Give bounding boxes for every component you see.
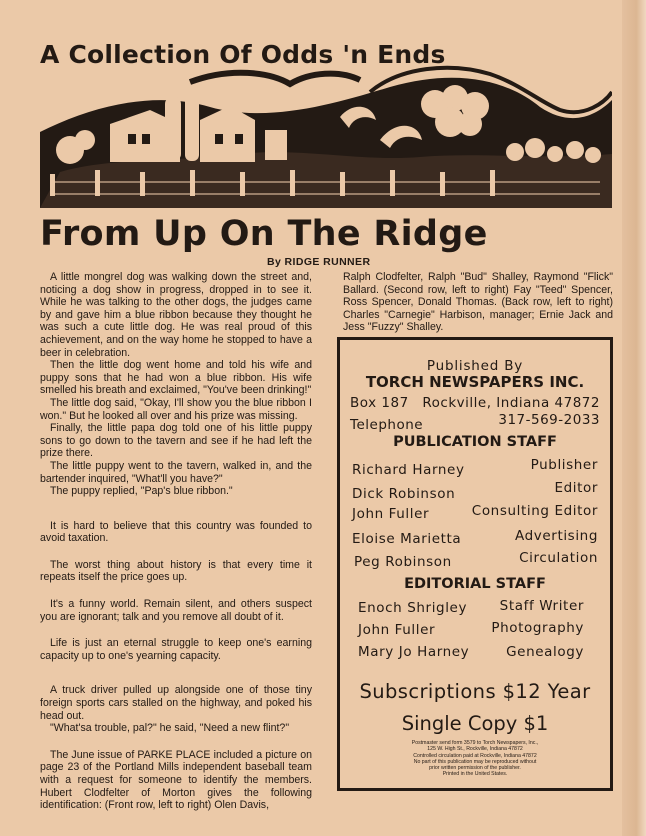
paragraph: The little puppy went to the tavern, walked in, and the bartender inquired, "What'll you have?" — [40, 459, 312, 485]
paragraph: It is hard to believe that this country was founded to avoid taxation. — [40, 519, 312, 545]
staff-role: Circulation — [519, 550, 598, 566]
staff-role: Photography — [491, 620, 584, 636]
paragraph: The little dog said, "Okay, I'll show you the blue ribbon I won." But he looked all over and his prize was missing. — [40, 396, 312, 422]
paragraph: It's a funny world. Remain silent, and others suspect you are ignorant; talk and you remove all doubt of it. — [40, 598, 312, 623]
subscription-price: Subscriptions $12 Year — [359, 680, 591, 703]
page-edge — [622, 0, 646, 836]
fine-print-line: Controlled circulation paid at Rockville, Indiana 47872 — [413, 752, 537, 759]
paragraph: Finally, the little papa dog told one of his little puppy sons to go down to the tavern and see if he had left the prize there. — [40, 422, 312, 460]
article-right-column — [343, 271, 613, 334]
publication-staff-heading: PUBLICATION STAFF — [393, 434, 557, 450]
telephone-number: 317-569-2033 — [498, 412, 600, 428]
staff-name: Richard Harney — [352, 462, 465, 478]
article-left-column — [40, 271, 312, 812]
paragraph: Life is just an eternal struggle to keep one's earning capacity up to one's yearning capacity. — [40, 637, 312, 662]
paragraph: The worst thing about history is that every time it repeats itself the price goes up. — [40, 558, 312, 584]
section-header-title: A Collection Of Odds 'n Ends — [40, 40, 446, 69]
po-box: Box 187 — [350, 395, 409, 411]
staff-name: Mary Jo Harney — [358, 644, 470, 660]
staff-name: John Fuller — [358, 622, 436, 638]
fine-print-line: Postmaster send form 3579 to Torch Newspapers, Inc., — [411, 740, 539, 746]
staff-name: Eloise Marietta — [352, 531, 462, 547]
publisher-name: TORCH NEWSPAPERS INC. — [365, 373, 585, 391]
staff-role: Consulting Editor — [471, 503, 598, 519]
paragraph: Then the little dog went home and told his wife and puppy sons that he had won a blue ribbon. His wife smelled his breath and exclaimed, "You've been drinking!" — [40, 359, 312, 397]
city-address: Rockville, Indiana 47872 — [422, 395, 600, 411]
fine-print-line: Printed in the United States. — [442, 771, 508, 778]
farm-landscape-illustration — [40, 62, 612, 212]
masthead-box — [337, 337, 613, 791]
staff-role: Advertising — [515, 528, 598, 544]
staff-name: Dick Robinson — [352, 486, 456, 502]
staff-role: Staff Writer — [499, 598, 584, 614]
fine-print-line: 125 W. High St., Rockville, Indiana 47872 — [427, 746, 523, 753]
paragraph: Ralph Clodfelter, Ralph "Bud" Shalley, Raymond "Flick" Ballard. (Second row, left to right) Fay "Teed" Spencer, Ross Spencer, Donald Thomas. (Back row, left to right) Charles "Carnegie" Harbison, manager; Ernie Jack and Jess "Fuzzy" Shalley. — [343, 271, 613, 334]
article-byline: By RIDGE RUNNER — [267, 256, 371, 268]
staff-name: Enoch Shrigley — [358, 600, 468, 616]
telephone-label: Telephone — [350, 417, 424, 433]
paragraph: "What'sa trouble, pal?" he said, "Need a new flint?" — [50, 722, 290, 735]
published-by-label: Published By — [426, 358, 524, 374]
staff-name: John Fuller — [352, 506, 430, 522]
staff-role: Genealogy — [506, 644, 584, 660]
single-copy-price: Single Copy $1 — [401, 712, 549, 735]
editorial-staff-heading: EDITORIAL STAFF — [404, 576, 546, 592]
fine-print-line: prior written permission of the publisher. — [429, 765, 521, 772]
paragraph: A little mongrel dog was walking down the street and, noticing a dog show in progress, dropped in to see it. While he was talking to the other dogs, the judges came by and gave him a blue ribbon because they thought he was such a cute little dog. He was real proud of this achievement, and on the way home he stopped to have a beer in celebration. — [40, 271, 312, 359]
article-title: From Up On The Ridge — [40, 214, 488, 254]
staff-role: Publisher — [530, 457, 598, 473]
paragraph: A truck driver pulled up alongside one of those tiny foreign sports cars stalled on the highway, and poked his head out. — [40, 684, 312, 722]
staff-name: Peg Robinson — [354, 554, 452, 570]
paragraph: The June issue of PARKE PLACE included a picture on page 23 of the Portland Mills independent baseball team with a request for someone to identify the members. Hubert Clodfelter of Morton gives the following identification: (Front row, left to right) Olen Davis, — [40, 748, 312, 812]
postal-fine-print — [370, 740, 580, 778]
fine-print-line: No part of this publication may be reproduced without — [413, 758, 537, 765]
paragraph: The puppy replied, "Pap's blue ribbon." — [50, 485, 233, 498]
staff-role: Editor — [554, 480, 598, 496]
